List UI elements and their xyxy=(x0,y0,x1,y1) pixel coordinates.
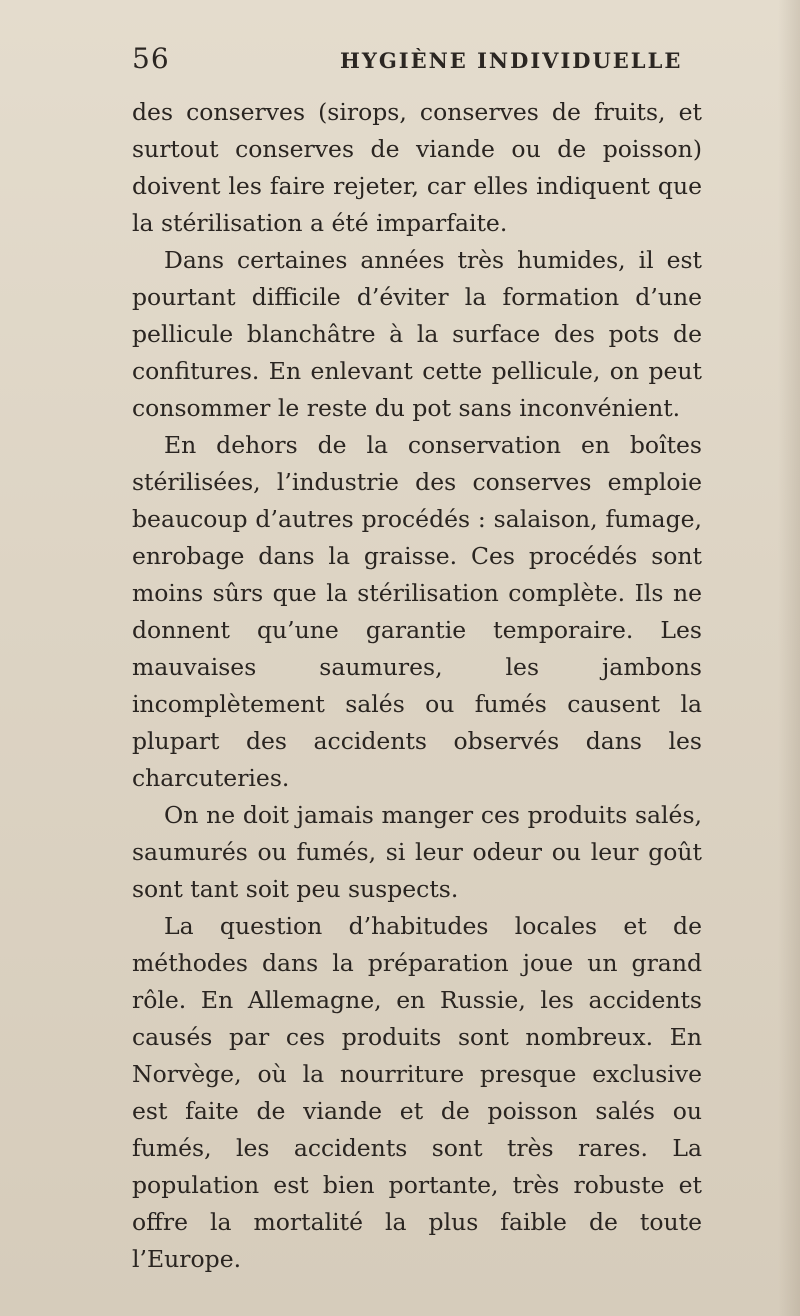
paragraph: En dehors de la conservation en boîtes stérilisées, l’industrie des conserves emploie beaucoup d’autres procédés : salaison, fumage, enrobage dans la graisse. Ces procédés sont moins sûrs que la stérilisation complète. Ils ne donnent qu’une garantie temporaire. Les mauvaises saumures, les jambons incomplètement salés ou fumés causent la plupart des accidents observés dans les charcuteries. xyxy=(132,431,702,792)
paragraph: On ne doit jamais manger ces produits salés, saumurés ou fumés, si leur odeur ou leur goût sont tant soit peu suspects. xyxy=(132,801,702,903)
body-text xyxy=(132,94,702,1278)
page-number: 56 xyxy=(132,42,170,75)
running-title: HYGIÈNE INDIVIDUELLE xyxy=(340,48,683,73)
paragraph: Dans certaines années très humides, il est pourtant difficile d’éviter la formation d’une pellicule blanchâtre à la surface des pots de confitures. En enlevant cette pellicule, on peut consommer le reste du pot sans inconvénient. xyxy=(132,246,702,422)
paragraph-continuation: des conserves (sirops, conserves de fruits, et surtout conserves de viande ou de poisson) doivent les faire rejeter, car elles indiquent que la stérilisation a été imparfaite. xyxy=(132,98,702,237)
page-header xyxy=(132,42,702,82)
page-edge-shadow xyxy=(778,0,800,1316)
paragraph: La question d’habitudes locales et de méthodes dans la préparation joue un grand rôle. En Allemagne, en Russie, les accidents causés par ces produits sont nombreux. En Norvège, où la nourriture presque exclusive est faite de viande et de poisson salés ou fumés, les accidents sont très rares. La population est bien portante, très robuste et offre la mortalité la plus faible de toute l’Europe. xyxy=(132,912,702,1273)
